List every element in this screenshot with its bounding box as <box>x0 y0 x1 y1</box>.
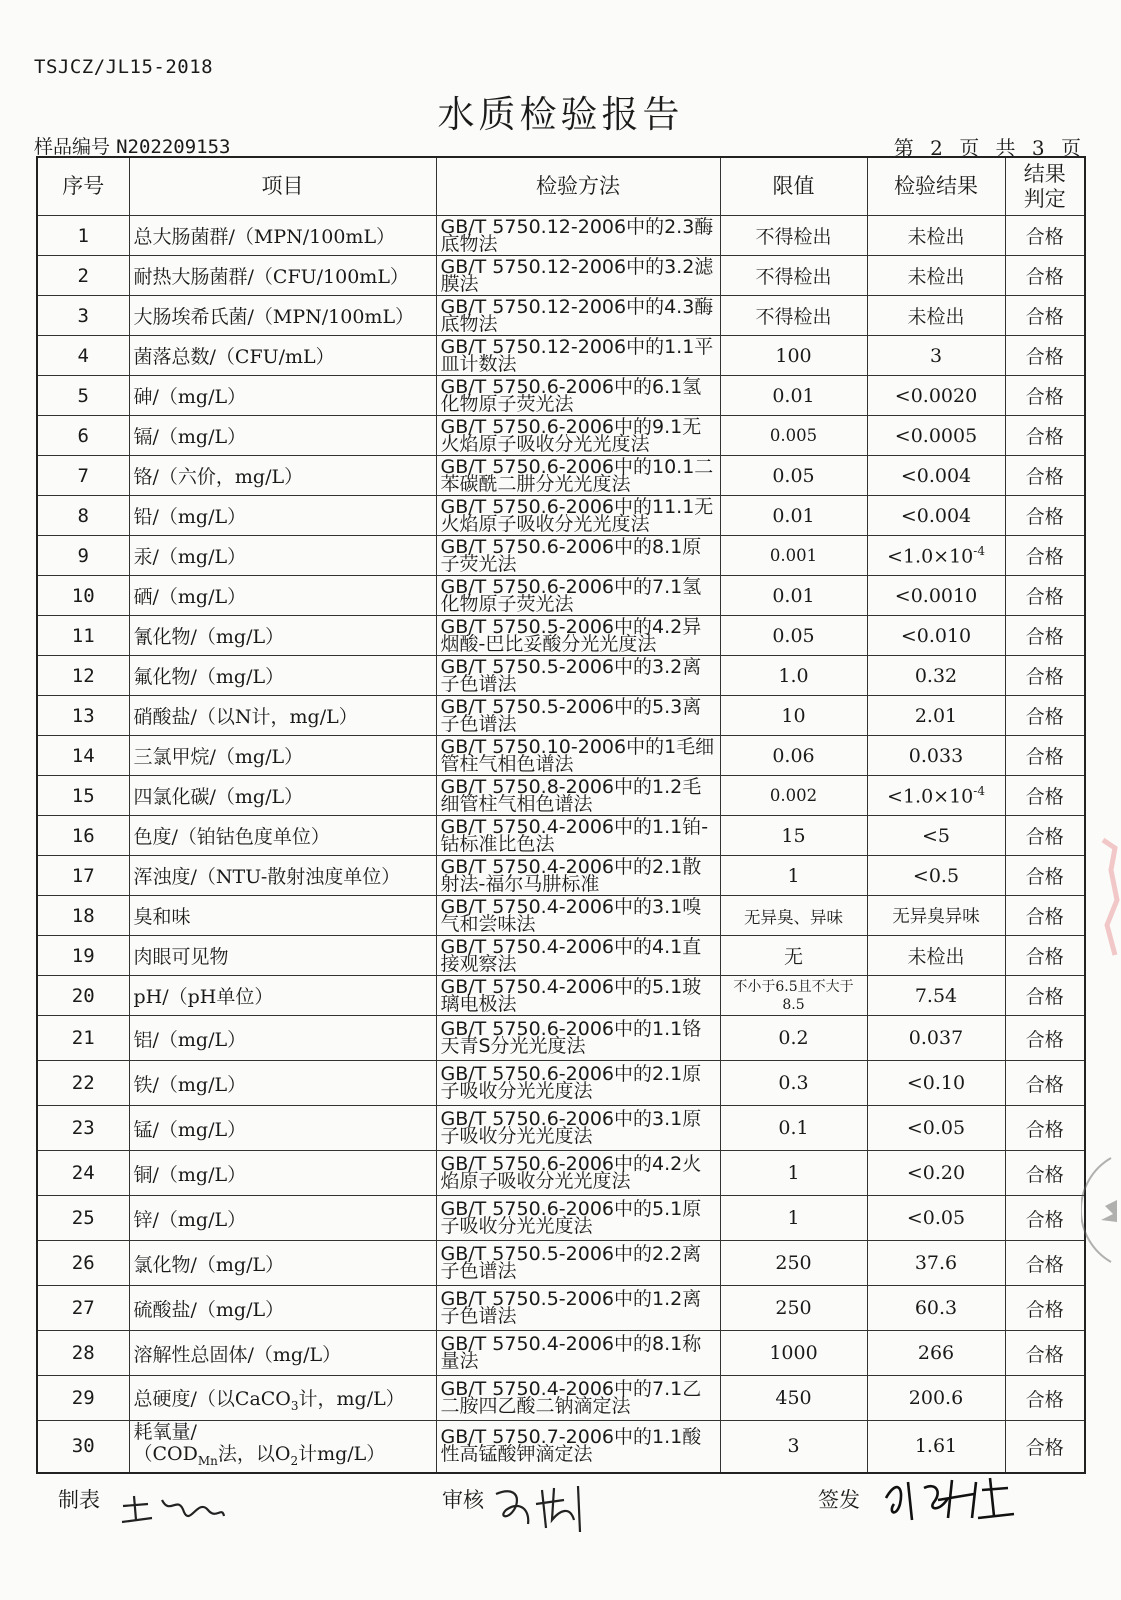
row-item: 肉眼可见物 <box>129 936 436 976</box>
table-row <box>37 736 1085 776</box>
row-limit: 0.01 <box>720 496 867 536</box>
row-method: GB/T 5750.12-2006中的1.1平皿计数法 <box>436 336 720 376</box>
item-text-tail: 计，mg/L） <box>298 1387 405 1410</box>
row-limit: 1 <box>720 1196 867 1241</box>
row-method: GB/T 5750.5-2006中的1.2离子色谱法 <box>436 1286 720 1331</box>
row-item: 镉/（mg/L） <box>129 416 436 456</box>
table-row <box>37 256 1085 296</box>
row-result: 未检出 <box>867 296 1005 336</box>
table-body <box>37 216 1085 1473</box>
row-method: GB/T 5750.4-2006中的3.1嗅气和尝味法 <box>436 896 720 936</box>
issuer-signature <box>878 1468 1018 1528</box>
table-row <box>37 296 1085 336</box>
header-item: 项目 <box>129 157 436 216</box>
row-item: 砷/（mg/L） <box>129 376 436 416</box>
row-limit: 0.2 <box>720 1016 867 1061</box>
reviewer-signature <box>490 1480 600 1536</box>
row-number: 15 <box>37 776 129 816</box>
row-method: GB/T 5750.4-2006中的4.1直接观察法 <box>436 936 720 976</box>
row-method: GB/T 5750.6-2006中的3.1原子吸收分光光度法 <box>436 1106 720 1151</box>
row-verdict: 合格 <box>1005 416 1085 456</box>
row-item: 耐热大肠菌群/（CFU/100mL） <box>129 256 436 296</box>
row-limit: 3 <box>720 1421 867 1473</box>
row-method: GB/T 5750.12-2006中的2.3酶底物法 <box>436 216 720 256</box>
header-verdict: 结果判定 <box>1005 157 1085 216</box>
row-verdict: 合格 <box>1005 1286 1085 1331</box>
row-result: <0.004 <box>867 496 1005 536</box>
result-exponent: -4 <box>973 783 985 798</box>
row-item: 大肠埃希氏菌/（MPN/100mL） <box>129 296 436 336</box>
row-method: GB/T 5750.5-2006中的3.2离子色谱法 <box>436 656 720 696</box>
row-number: 29 <box>37 1376 129 1421</box>
row-number: 19 <box>37 936 129 976</box>
row-verdict: 合格 <box>1005 1241 1085 1286</box>
row-item: 色度/（铂钴色度单位） <box>129 816 436 856</box>
row-number: 14 <box>37 736 129 776</box>
row-verdict: 合格 <box>1005 856 1085 896</box>
row-result: <0.0020 <box>867 376 1005 416</box>
row-method: GB/T 5750.7-2006中的1.1酸性高锰酸钾滴定法 <box>436 1421 720 1473</box>
row-result: <0.010 <box>867 616 1005 656</box>
row-verdict: 合格 <box>1005 1376 1085 1421</box>
row-item: 氯化物/（mg/L） <box>129 1241 436 1286</box>
row-number: 8 <box>37 496 129 536</box>
row-verdict: 合格 <box>1005 896 1085 936</box>
row-number: 24 <box>37 1151 129 1196</box>
page-info: 第 2 页 共 3 页 <box>893 136 1081 160</box>
row-item: 铅/（mg/L） <box>129 496 436 536</box>
row-verdict: 合格 <box>1005 216 1085 256</box>
row-limit: 0.005 <box>720 416 867 456</box>
row-result: <0.0005 <box>867 416 1005 456</box>
row-item: 氟化物/（mg/L） <box>129 656 436 696</box>
row-limit: 450 <box>720 1376 867 1421</box>
row-number: 18 <box>37 896 129 936</box>
table-row <box>37 976 1085 1016</box>
row-item <box>129 1421 436 1473</box>
table-row <box>37 1331 1085 1376</box>
item-text: 法，以O <box>217 1443 291 1465</box>
row-result: 7.54 <box>867 976 1005 1016</box>
row-number: 27 <box>37 1286 129 1331</box>
row-limit: 无 <box>720 936 867 976</box>
sample-number <box>34 132 230 159</box>
row-number: 4 <box>37 336 129 376</box>
row-result <box>867 776 1005 816</box>
row-method: GB/T 5750.6-2006中的1.1铬天青S分光光度法 <box>436 1016 720 1061</box>
row-method: GB/T 5750.6-2006中的5.1原子吸收分光光度法 <box>436 1196 720 1241</box>
row-limit: 不得检出 <box>720 256 867 296</box>
row-result <box>867 536 1005 576</box>
row-limit: 1 <box>720 1151 867 1196</box>
row-limit: 0.001 <box>720 536 867 576</box>
row-verdict: 合格 <box>1005 1421 1085 1473</box>
row-number: 1 <box>37 216 129 256</box>
row-result: 0.32 <box>867 656 1005 696</box>
row-method: GB/T 5750.6-2006中的10.1二苯碳酰二肼分光光度法 <box>436 456 720 496</box>
item-subscript: Mn <box>197 1453 218 1468</box>
row-verdict: 合格 <box>1005 776 1085 816</box>
row-verdict: 合格 <box>1005 1061 1085 1106</box>
row-number: 21 <box>37 1016 129 1061</box>
row-method: GB/T 5750.6-2006中的4.2火焰原子吸收分光光度法 <box>436 1151 720 1196</box>
row-item: 铝/（mg/L） <box>129 1016 436 1061</box>
row-verdict: 合格 <box>1005 576 1085 616</box>
row-item: pH/（pH单位） <box>129 976 436 1016</box>
item-text: 计mg/L） <box>298 1443 386 1465</box>
table-row <box>37 776 1085 816</box>
row-result: <0.20 <box>867 1151 1005 1196</box>
row-item: 三氯甲烷/（mg/L） <box>129 736 436 776</box>
row-method: GB/T 5750.6-2006中的6.1氢化物原子荧光法 <box>436 376 720 416</box>
table-row <box>37 376 1085 416</box>
row-limit: 10 <box>720 696 867 736</box>
row-limit: 0.01 <box>720 376 867 416</box>
row-item: 铬/（六价，mg/L） <box>129 456 436 496</box>
row-result: 未检出 <box>867 216 1005 256</box>
header-method: 检验方法 <box>436 157 720 216</box>
result-value: <1.0×10 <box>887 545 974 568</box>
row-item: 硝酸盐/（以N计，mg/L） <box>129 696 436 736</box>
table-row <box>37 896 1085 936</box>
row-result: <0.05 <box>867 1196 1005 1241</box>
report-title: 水质检验报告 <box>437 93 684 136</box>
stamp-fragment <box>1081 830 1121 970</box>
row-limit: 250 <box>720 1241 867 1286</box>
row-number: 7 <box>37 456 129 496</box>
row-limit: 100 <box>720 336 867 376</box>
row-method: GB/T 5750.8-2006中的1.2毛细管柱气相色谱法 <box>436 776 720 816</box>
row-limit: 0.05 <box>720 616 867 656</box>
row-item: 总大肠菌群/（MPN/100mL） <box>129 216 436 256</box>
stamp-star-fragment <box>1081 1150 1121 1270</box>
row-item: 铜/（mg/L） <box>129 1151 436 1196</box>
row-number: 16 <box>37 816 129 856</box>
row-number: 30 <box>37 1421 129 1473</box>
row-verdict: 合格 <box>1005 1196 1085 1241</box>
table-row <box>37 696 1085 736</box>
row-method: GB/T 5750.4-2006中的8.1称量法 <box>436 1331 720 1376</box>
row-number: 6 <box>37 416 129 456</box>
row-method: GB/T 5750.6-2006中的8.1原子荧光法 <box>436 536 720 576</box>
row-method: GB/T 5750.5-2006中的5.3离子色谱法 <box>436 696 720 736</box>
row-result: <0.05 <box>867 1106 1005 1151</box>
prepared-signature <box>118 1486 228 1532</box>
row-limit: 1 <box>720 856 867 896</box>
item-subscript: 2 <box>290 1453 299 1468</box>
row-number: 20 <box>37 976 129 1016</box>
row-number: 10 <box>37 576 129 616</box>
reviewed-by-label: 审核 <box>442 1488 484 1512</box>
row-item: 臭和味 <box>129 896 436 936</box>
table-row <box>37 816 1085 856</box>
table-row <box>37 416 1085 456</box>
row-number: 26 <box>37 1241 129 1286</box>
header-no: 序号 <box>37 157 129 216</box>
table-header-row <box>37 157 1085 216</box>
signature-row <box>0 1484 1121 1544</box>
row-result: 200.6 <box>867 1376 1005 1421</box>
table-row <box>37 1421 1085 1473</box>
row-verdict: 合格 <box>1005 296 1085 336</box>
row-item: 铁/（mg/L） <box>129 1061 436 1106</box>
table-row <box>37 336 1085 376</box>
row-result: 0.037 <box>867 1016 1005 1061</box>
row-item: 溶解性总固体/（mg/L） <box>129 1331 436 1376</box>
row-number: 3 <box>37 296 129 336</box>
row-number: 5 <box>37 376 129 416</box>
row-number: 13 <box>37 696 129 736</box>
row-method: GB/T 5750.6-2006中的11.1无火焰原子吸收分光光度法 <box>436 496 720 536</box>
item-subscript: 3 <box>290 1398 299 1413</box>
table-row <box>37 616 1085 656</box>
result-exponent: -4 <box>973 543 985 558</box>
row-result: <5 <box>867 816 1005 856</box>
row-number: 11 <box>37 616 129 656</box>
row-item: 硫酸盐/（mg/L） <box>129 1286 436 1331</box>
row-number: 17 <box>37 856 129 896</box>
row-method: GB/T 5750.10-2006中的1毛细管柱气相色谱法 <box>436 736 720 776</box>
row-limit: 0.05 <box>720 456 867 496</box>
table-row <box>37 1286 1085 1331</box>
row-limit: 0.01 <box>720 576 867 616</box>
row-number: 25 <box>37 1196 129 1241</box>
row-result: 未检出 <box>867 936 1005 976</box>
row-limit: 15 <box>720 816 867 856</box>
row-item: 锰/（mg/L） <box>129 1106 436 1151</box>
row-result: 37.6 <box>867 1241 1005 1286</box>
sample-number-label: 样品编号 <box>34 136 111 158</box>
row-result: <0.0010 <box>867 576 1005 616</box>
table-row <box>37 1151 1085 1196</box>
row-limit: 0.3 <box>720 1061 867 1106</box>
row-result: <0.004 <box>867 456 1005 496</box>
row-verdict: 合格 <box>1005 696 1085 736</box>
table-row <box>37 496 1085 536</box>
row-result: 0.033 <box>867 736 1005 776</box>
row-verdict: 合格 <box>1005 336 1085 376</box>
row-result: 60.3 <box>867 1286 1005 1331</box>
item-text: （COD <box>133 1443 198 1465</box>
result-value: <1.0×10 <box>887 785 974 808</box>
row-method: GB/T 5750.4-2006中的7.1乙二胺四乙酸二钠滴定法 <box>436 1376 720 1421</box>
row-verdict: 合格 <box>1005 1331 1085 1376</box>
row-limit: 不得检出 <box>720 296 867 336</box>
row-verdict: 合格 <box>1005 1151 1085 1196</box>
table-row <box>37 1106 1085 1151</box>
doc-code: TSJCZ/JL15-2018 <box>34 56 214 78</box>
table-row <box>37 456 1085 496</box>
row-limit: 0.002 <box>720 776 867 816</box>
table-row <box>37 1241 1085 1286</box>
row-method: GB/T 5750.6-2006中的9.1无火焰原子吸收分光光度法 <box>436 416 720 456</box>
row-number: 2 <box>37 256 129 296</box>
row-method: GB/T 5750.6-2006中的2.1原子吸收分光光度法 <box>436 1061 720 1106</box>
row-method: GB/T 5750.4-2006中的2.1散射法-福尔马肼标准 <box>436 856 720 896</box>
table-row <box>37 536 1085 576</box>
row-method: GB/T 5750.4-2006中的1.1铂-钴标准比色法 <box>436 816 720 856</box>
item-line-2 <box>134 1443 432 1472</box>
row-verdict: 合格 <box>1005 536 1085 576</box>
row-number: 22 <box>37 1061 129 1106</box>
prepared-by-label: 制表 <box>58 1488 100 1512</box>
row-result: 2.01 <box>867 696 1005 736</box>
row-method: GB/T 5750.12-2006中的4.3酶底物法 <box>436 296 720 336</box>
row-number: 12 <box>37 656 129 696</box>
row-result: 1.61 <box>867 1421 1005 1473</box>
row-verdict: 合格 <box>1005 816 1085 856</box>
row-limit: 0.1 <box>720 1106 867 1151</box>
row-limit: 无异臭、异味 <box>720 896 867 936</box>
row-number: 28 <box>37 1331 129 1376</box>
row-verdict: 合格 <box>1005 736 1085 776</box>
row-result: 未检出 <box>867 256 1005 296</box>
table-row <box>37 576 1085 616</box>
table-row <box>37 216 1085 256</box>
results-table <box>36 156 1086 1474</box>
table-row <box>37 656 1085 696</box>
row-item <box>129 1376 436 1421</box>
row-verdict: 合格 <box>1005 656 1085 696</box>
row-verdict: 合格 <box>1005 456 1085 496</box>
row-number: 9 <box>37 536 129 576</box>
table-row <box>37 1196 1085 1241</box>
row-item: 硒/（mg/L） <box>129 576 436 616</box>
row-limit: 250 <box>720 1286 867 1331</box>
row-method: GB/T 5750.6-2006中的7.1氢化物原子荧光法 <box>436 576 720 616</box>
row-method: GB/T 5750.12-2006中的3.2滤膜法 <box>436 256 720 296</box>
row-result: 3 <box>867 336 1005 376</box>
row-item: 浑浊度/（NTU-散射浊度单位） <box>129 856 436 896</box>
row-result: 无异臭异味 <box>867 896 1005 936</box>
row-number: 23 <box>37 1106 129 1151</box>
row-method: GB/T 5750.5-2006中的4.2异烟酸-巴比妥酸分光光度法 <box>436 616 720 656</box>
sample-number-value: N202209153 <box>116 136 231 158</box>
row-limit: 1000 <box>720 1331 867 1376</box>
header-limit: 限值 <box>720 157 867 216</box>
row-result: <0.5 <box>867 856 1005 896</box>
row-item: 氰化物/（mg/L） <box>129 616 436 656</box>
item-text: 总硬度/（以CaCO <box>133 1387 291 1410</box>
table-row <box>37 1016 1085 1061</box>
row-item: 锌/（mg/L） <box>129 1196 436 1241</box>
item-line-1: 耗氧量/ <box>133 1421 197 1443</box>
row-verdict: 合格 <box>1005 376 1085 416</box>
row-method: GB/T 5750.5-2006中的2.2离子色谱法 <box>436 1241 720 1286</box>
row-result: <0.10 <box>867 1061 1005 1106</box>
table-row <box>37 856 1085 896</box>
row-verdict: 合格 <box>1005 936 1085 976</box>
table-row <box>37 936 1085 976</box>
row-limit: 1.0 <box>720 656 867 696</box>
row-item: 菌落总数/（CFU/mL） <box>129 336 436 376</box>
row-verdict: 合格 <box>1005 1106 1085 1151</box>
table-row <box>37 1061 1085 1106</box>
table-row <box>37 1376 1085 1421</box>
row-item: 四氯化碳/（mg/L） <box>129 776 436 816</box>
row-limit: 不得检出 <box>720 216 867 256</box>
row-item: 汞/（mg/L） <box>129 536 436 576</box>
row-verdict: 合格 <box>1005 1016 1085 1061</box>
row-verdict: 合格 <box>1005 496 1085 536</box>
row-result: 266 <box>867 1331 1005 1376</box>
row-verdict: 合格 <box>1005 256 1085 296</box>
row-verdict: 合格 <box>1005 976 1085 1016</box>
row-verdict: 合格 <box>1005 616 1085 656</box>
row-limit: 不小于6.5且不大于8.5 <box>720 976 867 1016</box>
issued-by-label: 签发 <box>818 1488 860 1512</box>
header-result: 检验结果 <box>867 157 1005 216</box>
row-method: GB/T 5750.4-2006中的5.1玻璃电极法 <box>436 976 720 1016</box>
row-limit: 0.06 <box>720 736 867 776</box>
